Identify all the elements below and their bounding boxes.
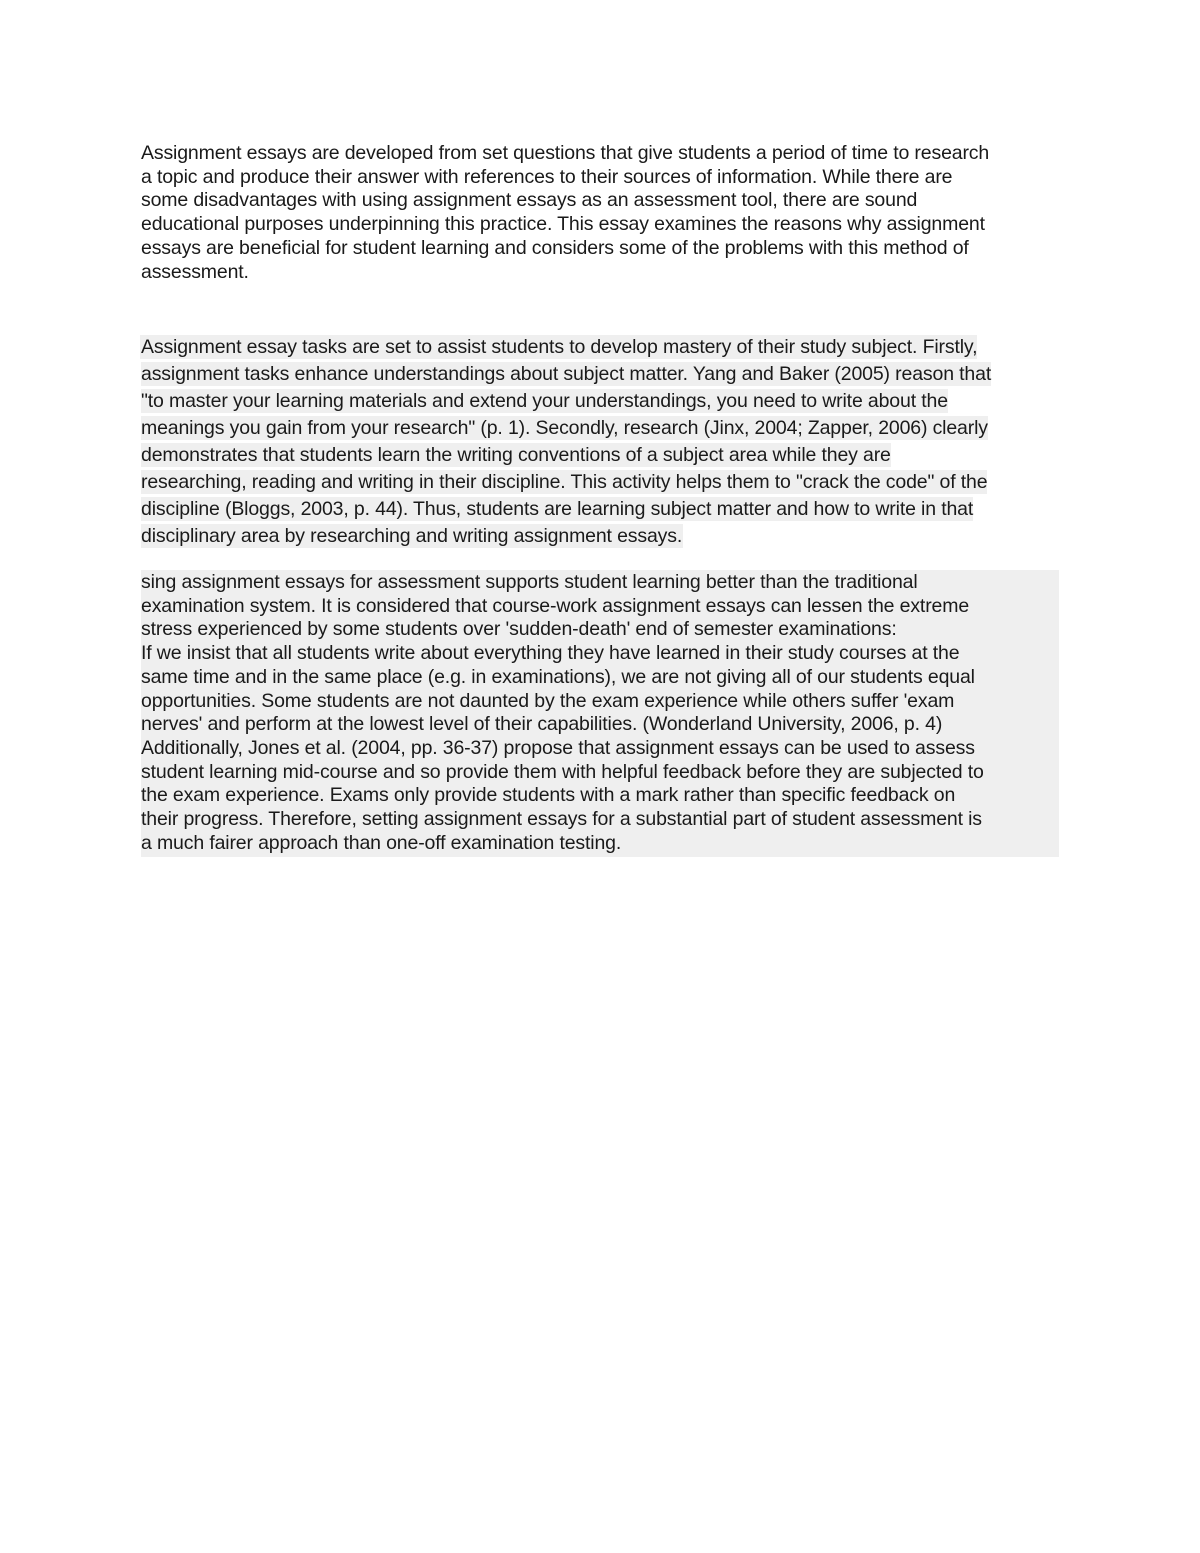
body-paragraph-assessment: sing assignment essays for assessment supports student learning better than the traditional examination system. It is considered that course-work assignment essays can lessen the extreme stress experienced by some students over 'sudden-death' end of semester examinations: If we insist that all students write about everything they have learned in their study courses at the same time and in the same place (e.g. in examinations), we are not giving all of our students equal opportunities. Some students are not daunted by the exam experience while others suffer 'exam nerves' and perform at the lowest level of their capabilities. (Wonderland University, 2006, p. 4) Additionally, Jones et al. (2004, pp. 36-37) propose that assignment essays can be used to assess student learning mid-course and so provide them with helpful feedback before they are subjected to the exam experience. Exams only provide students with a mark rather than specific feedback on their progress. Therefore, setting assignment essays for a substantial part of student assessment is a much fairer approach than one-off examination testing. [141,570,1059,857]
body-paragraph-mastery [141,334,1061,550]
intro-paragraph: Assignment essays are developed from set questions that give students a period of time to research a topic and produce their answer with references to their sources of information. While there are some disadvantages with using assignment essays as an assessment tool, there are sound educational purposes underpinning this practice. This essay examines the reasons why assignment essays are beneficial for student learning and considers some of the problems with this method of assessment. [141,142,990,283]
body-paragraph-mastery-text: Assignment essay tasks are set to assist students to develop mastery of their study subject. Firstly, assignment tasks enhance understandings about subject matter. Yang and Baker (2005) reason that "to master your learning materials and extend your understandings, you need to write about the meanings you gain from your research" (p. 1). Secondly, research (Jinx, 2004; Zapper, 2006) clearly demonstrates that students learn the writing conventions of a subject area while they are researching, reading and writing in their discipline. This activity helps them to "crack the code" of the discipline (Bloggs, 2003, p. 44). Thus, students are learning subject matter and how to write in that disciplinary area by researching and writing assignment essays. [141,336,992,547]
